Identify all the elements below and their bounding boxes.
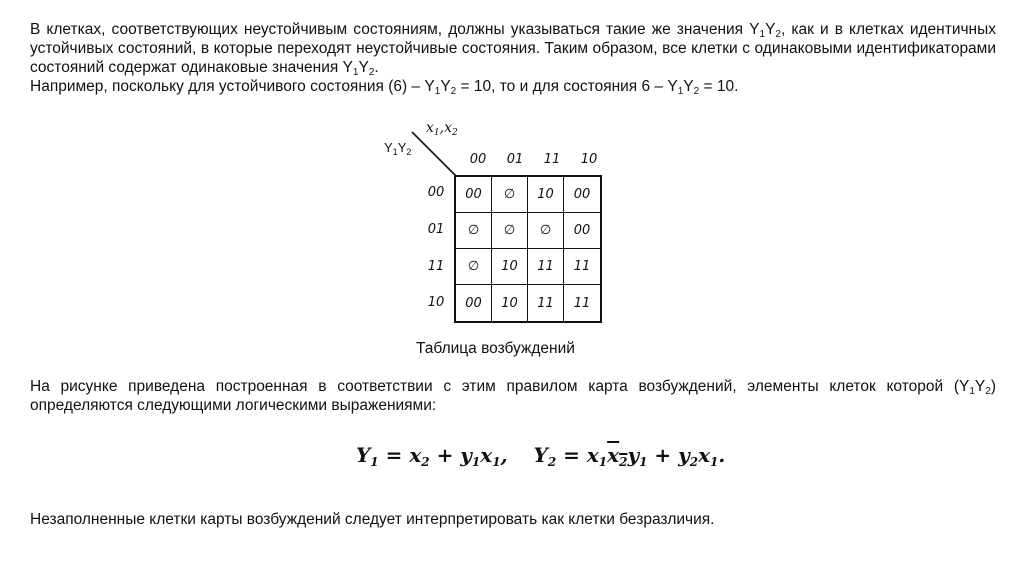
column-header: 10 <box>580 152 598 167</box>
row-header: 01 <box>427 222 445 237</box>
formula-y1: $Y_1 = x_2 + y_1x_1$, <box>356 443 508 469</box>
kmap-cell: ∅ <box>492 213 528 249</box>
column-header: 01 <box>506 152 524 167</box>
row-variables-label: $Y_1Y_2$ <box>384 140 412 157</box>
kmap-cell: 00 <box>456 285 492 321</box>
kmap-cell: 11 <box>528 249 564 285</box>
excitation-table <box>376 118 616 330</box>
kmap-cell: 00 <box>456 177 492 213</box>
row-header: 00 <box>427 185 445 200</box>
kmap-cell: 10 <box>492 285 528 321</box>
kmap-cell: ∅ <box>456 213 492 249</box>
dont-care-paragraph: Незаполненные клетки карты возбуждений следует интерпретировать как клетки безразличия. <box>30 511 715 528</box>
expressions-paragraph <box>30 377 996 415</box>
kmap-cell: ∅ <box>528 213 564 249</box>
column-variables-label: $x_1,x_2$ <box>426 120 458 138</box>
expressions-sentence: На рисунке приведена построенная в соответствии с этим правилом карта возбуждений, элементы клеток которой $(Y_1Y_2)$ определяются следующими логическими выражениями: <box>30 378 996 414</box>
kmap-grid <box>454 175 602 323</box>
table-caption: Таблица возбуждений <box>416 340 575 357</box>
kmap-cell: 00 <box>564 213 600 249</box>
row-header: 11 <box>427 259 445 274</box>
kmap-cell: 11 <box>573 295 591 311</box>
intro-paragraph <box>30 20 996 96</box>
kmap-cell: ∅ <box>456 249 492 285</box>
kmap-cell: 11 <box>564 249 600 285</box>
kmap-cell: 10 <box>492 249 528 285</box>
example-sentence: Например, поскольку для устойчивого состояния $(6) - Y_1Y_2 = 10$, то и для состояния $6 - Y_1Y_2 = 10$. <box>30 78 739 97</box>
kmap-cell: 00 <box>564 177 600 213</box>
kmap-cell: 10 <box>528 177 564 213</box>
column-header: 00 <box>469 152 487 167</box>
intro-sentence: В клетках, соответствующих неустойчивым состояниям, должны указываться такие же значения $Y_1Y_2$, как и в клетках идентичных устойчивых состояний, в которые переходят неустойчивые состояния. Таким образом, все клетки с одинаковыми идентификаторами состояний содержат одинаковые значения $Y_1Y_2$. <box>30 21 997 78</box>
kmap-cell: 11 <box>528 285 564 321</box>
kmap-cell: ∅ <box>492 177 528 213</box>
row-header: 10 <box>427 295 445 310</box>
column-header: 11 <box>543 152 561 167</box>
formula-y2: $Y_2 = x_1x_2y_1 + y_2x_1$. <box>533 443 726 469</box>
logic-formulas <box>356 443 736 467</box>
